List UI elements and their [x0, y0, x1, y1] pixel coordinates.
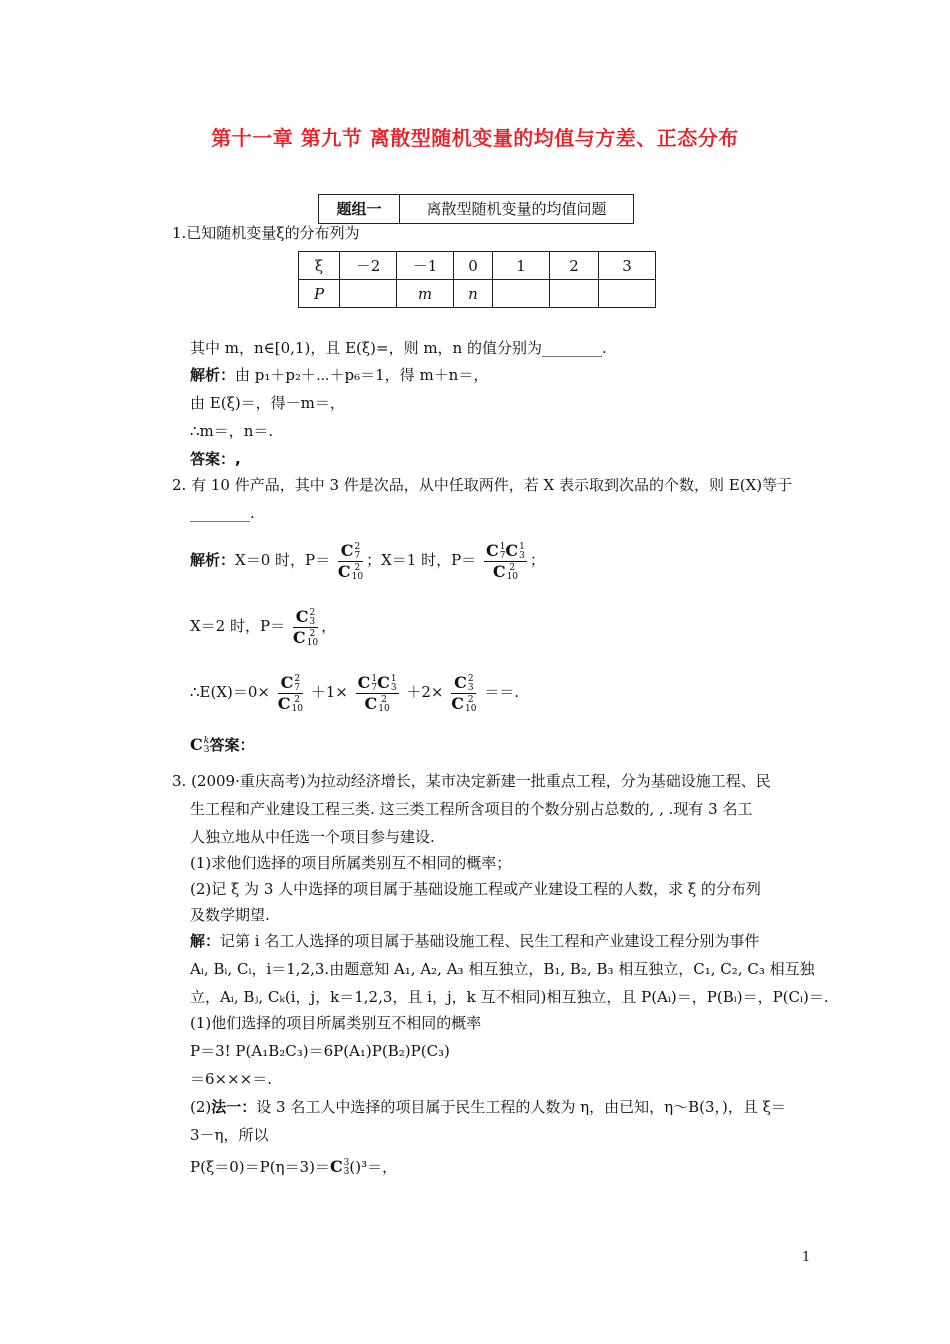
solution-label: 解：: [190, 932, 221, 950]
table-cell: [493, 280, 550, 308]
q3-solution-9: [190, 1156, 397, 1178]
solution-label: 解析：: [190, 551, 236, 569]
fraction: C 2 7 C 2 10: [337, 540, 364, 582]
q3-line-1: 3. (2009·重庆高考)为拉动经济增长，某市决定新建一批重点工程，分为基础设施工程、民: [172, 772, 771, 790]
table-cell: m: [397, 280, 454, 308]
fraction: C 2 7 C 2 10: [277, 672, 303, 714]
table-cell: 3: [599, 252, 656, 280]
solution-text: ＝＝.: [484, 683, 520, 701]
table-cell: －1: [397, 252, 454, 280]
q3-solution-7: [190, 1096, 786, 1118]
fraction: C 2 3 C 2 10: [292, 606, 319, 648]
table-cell: [599, 280, 656, 308]
combination-indices: 3 3: [343, 1158, 350, 1177]
answer-label: 答案：: [209, 736, 255, 754]
solution-text: ()³＝，: [349, 1158, 398, 1176]
group-header: [318, 194, 634, 224]
q2-solution-1: [190, 538, 545, 582]
distribution-table: [298, 251, 656, 308]
q1-answer: 答案：,: [190, 450, 241, 468]
table-cell: [340, 280, 397, 308]
page-number: 1: [802, 1250, 811, 1265]
solution-text: P(ξ＝0)＝P(η＝3)＝: [190, 1158, 330, 1176]
combination-symbol: C: [190, 735, 203, 754]
solution-text: ；X＝1 时，P＝: [366, 551, 477, 569]
table-cell: 1: [493, 252, 550, 280]
table-cell: [550, 280, 599, 308]
solution-text: 设 3 名工人中选择的项目属于民生工程的人数为 η，由已知，η～B(3，)，且 ξ＝: [256, 1098, 786, 1116]
solution-label: 解析：: [190, 366, 236, 384]
q3-solution-8: 3－η，所以: [190, 1126, 269, 1144]
fraction: C 1 7 C 1 3 C 2 10: [357, 672, 397, 714]
solution-text: 记第 i 名工人选择的项目属于基础设施工程、民生工程和产业建设工程分别为事件: [220, 932, 760, 950]
q2-expectation: [190, 670, 519, 714]
q3-solution-6: ＝6×××＝.: [190, 1070, 273, 1088]
q2-stem: 2. 有 10 件产品，其中 3 件是次品，从中任取两件，若 X 表示取到次品的个数，则 E(X)等于: [172, 476, 793, 494]
table-cell: 0: [454, 252, 493, 280]
fraction: C 2 3 C 2 10: [451, 672, 477, 714]
page-title: 第十一章 第九节 离散型随机变量的均值与方差、正态分布: [211, 126, 739, 150]
combination-indices: k 3: [203, 736, 210, 755]
q2-answer: [190, 734, 254, 756]
q2-blank: ________.: [190, 504, 255, 522]
table-row: [299, 252, 656, 280]
q3-line-2: 生工程和产业建设工程三类. 这三类工程所含项目的个数分别占总数的, , .现有 3 名工: [190, 800, 753, 818]
solution-text: X＝2 时，P＝: [190, 617, 286, 635]
q3-line-3: 人独立地从中任选一个项目参与建设.: [190, 828, 435, 846]
q1-stem: 1.已知随机变量ξ的分布列为: [172, 224, 360, 242]
q3-solution-3: 立，Aᵢ, Bⱼ, Cₖ(i，j，k＝1,2,3，且 i，j，k 互不相同)相互独立，且 P(Aᵢ)＝，P(Bᵢ)＝，P(Cᵢ)＝.: [190, 988, 829, 1006]
group-label: 题组一: [319, 195, 400, 223]
table-cell: n: [454, 280, 493, 308]
q3-line-6: 及数学期望.: [190, 906, 270, 924]
solution-text: 由 p₁＋p₂＋⋯＋p₆＝1，得 m＋n＝，: [235, 366, 489, 384]
table-cell: －2: [340, 252, 397, 280]
q3-solution-1: [190, 930, 759, 952]
q1-solution-2: 由 E(ξ)＝，得－m＝，: [190, 394, 345, 412]
solution-text: ＋1×: [310, 683, 348, 701]
solution-text: ；: [529, 551, 545, 569]
solution-text: (2): [190, 1098, 212, 1116]
q3-line-4: (1)求他们选择的项目所属类别互不相同的概率；: [190, 854, 512, 872]
solution-text: ，: [321, 617, 337, 635]
table-cell: P: [299, 280, 340, 308]
combination-symbol: C: [329, 1157, 343, 1176]
q3-line-5: (2)记 ξ 为 3 人中选择的项目属于基础设施工程或产业建设工程的人数，求 ξ 的分布列: [190, 880, 761, 898]
q3-solution-2: Aᵢ, Bᵢ, Cᵢ，i＝1,2,3.由题意知 A₁, A₂, A₃ 相互独立，B₁, B₂, B₃ 相互独立，C₁, C₂, C₃ 相互独: [190, 960, 815, 978]
group-topic: 离散型随机变量的均值问题: [426, 200, 607, 218]
q3-solution-4: (1)他们选择的项目所属类别互不相同的概率: [190, 1014, 482, 1032]
method-label: 法一：: [211, 1098, 257, 1116]
q3-solution-5: P＝3! P(A₁B₂C₃)＝6P(A₁)P(B₂)P(C₃): [190, 1042, 450, 1060]
q1-solution-1: [190, 364, 488, 386]
q2-solution-2: [190, 604, 336, 648]
solution-text: ＋2×: [406, 683, 444, 701]
table-cell: ξ: [299, 252, 340, 280]
table-row: [299, 280, 656, 308]
solution-text: X＝0 时，P＝: [235, 551, 331, 569]
table-cell: 2: [550, 252, 599, 280]
fraction: C 1 7 C 1 3 C 2 10: [485, 540, 525, 582]
solution-text: ∴E(X)＝0×: [190, 683, 270, 701]
q1-solution-3: ∴m＝，n＝.: [190, 422, 274, 440]
q1-condition: 其中 m，n∈[0,1)，且 E(ξ)=，则 m，n 的值分别为________.: [190, 339, 607, 357]
